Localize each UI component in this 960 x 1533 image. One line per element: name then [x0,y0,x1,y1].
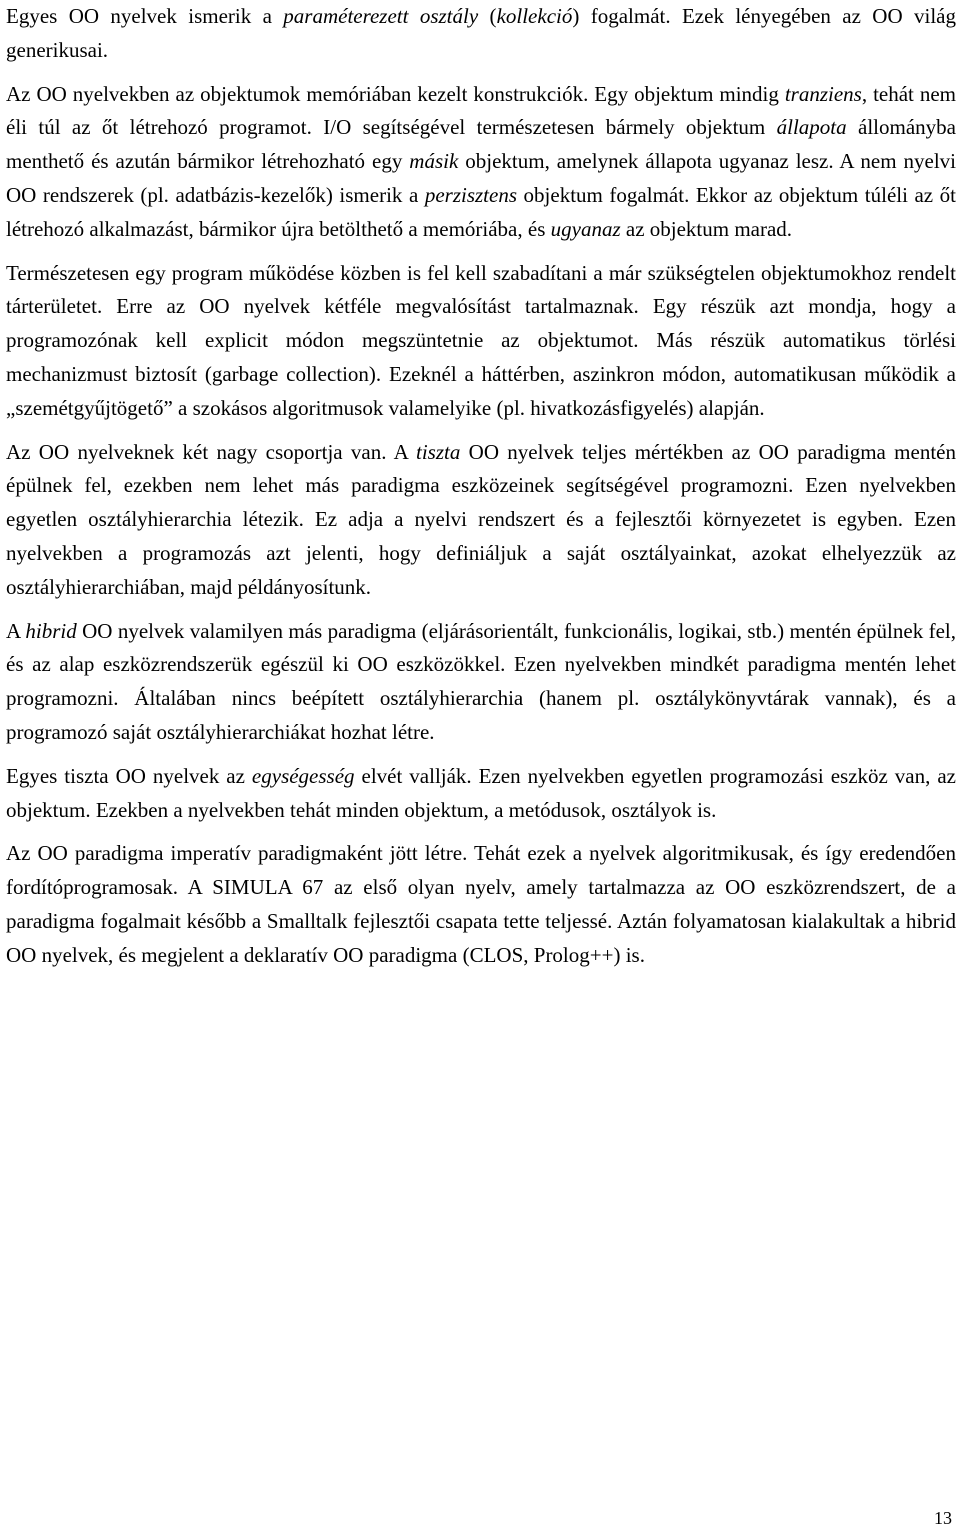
paragraph-hybrid-oo-languages: A hibrid OO nyelvek valamilyen más paradigma (eljárásorientált, funkcionális, logikai, stb.) mentén épülnek fel, és az alap eszközrendszerük egészül ki OO eszközökkel. Ezen nyelvekben mindkét paradigma mentén lehet programozni. Általában nincs beépített osztályhierarchia (hanem pl. osztálykönyvtárak vannak), és a programozó saját osztályhierarchiákat hozhat létre. [6,618,956,744]
page-number: 13 [934,1508,952,1528]
page-content [6,0,956,983]
paragraph-garbage-collection: Természetesen egy program működése közben is fel kell szabadítani a már szükségtelen objektumokhoz rendelt tárterületet. Erre az OO nyelvek kétféle megvalósítást tartalmaznak. Egy részük azt mondja, hogy a programozónak kell explicit módon megszüntetnie az objektumot. Más részük automatikus törlési mechanizmust biztosít (garbage collection). Ezeknél a háttérben, aszinkron módon, automatikusan működik a „szemétgyűjtögető” a szokásos algoritmusok valamelyike (pl. hivatkozásfigyelés) alapján. [6,260,956,420]
paragraph-history: Az OO paradigma imperatív paradigmaként jött létre. Tehát ezek a nyelvek algoritmikusak, és így eredendően fordítóprogramosak. A SIMULA 67 az első olyan nyelv, amely tartalmazza az OO eszközrendszert, de a paradigma fogalmait később a Smalltalk fejlesztői csapata tette teljessé. Aztán folyamatosan kialakultak a hibrid OO nyelvek, és megjelent a deklaratív OO paradigma (CLOS, Prolog++) is. [6,841,956,967]
paragraph-parameterized-class: Egyes OO nyelvek ismerik a paraméterezett osztály (kollekció) fogalmát. Ezek lényegében az OO világ generikusai. [6,4,956,62]
paragraph-persistence: Az OO nyelvekben az objektumok memóriában kezelt konstrukciók. Egy objektum mindig tranziens, tehát nem éli túl az őt létrehozó programot. I/O segítségével természetesen bármely objektum állapota állományba menthető és azután bármikor létrehozható egy másik objektum, amelynek állapota ugyanaz lesz. A nem nyelvi OO rendszerek (pl. adatbázis-kezelők) ismerik a perzisztens objektum fogalmát. Ekkor az objektum túléli az őt létrehozó alkalmazást, bármikor újra betölthető a memóriába, és ugyanaz az objektum marad. [6,81,957,241]
paragraph-uniformity: Egyes tiszta OO nyelvek az egységesség elvét vallják. Ezen nyelvekben egyetlen programozási eszköz van, az objektum. Ezekben a nyelvekben tehát minden objektum, a metódusok, osztályok is. [6,763,956,822]
paragraph-pure-oo-languages: Az OO nyelveknek két nagy csoportja van. A tiszta OO nyelvek teljes mértékben az OO paradigma mentén épülnek fel, ezekben nem lehet más paradigma eszközeinek segítségével programozni. Ezen nyelvekben egyetlen osztályhierarchia létezik. Ez adja a nyelvi rendszert és a fejlesztői környezetet is egyben. Ezen nyelvekben a programozás azt jelenti, hogy definiáljuk a saját osztályainkat, azokat elhelyezzük az osztályhierarchiában, majd példányosítunk. [6,439,956,599]
